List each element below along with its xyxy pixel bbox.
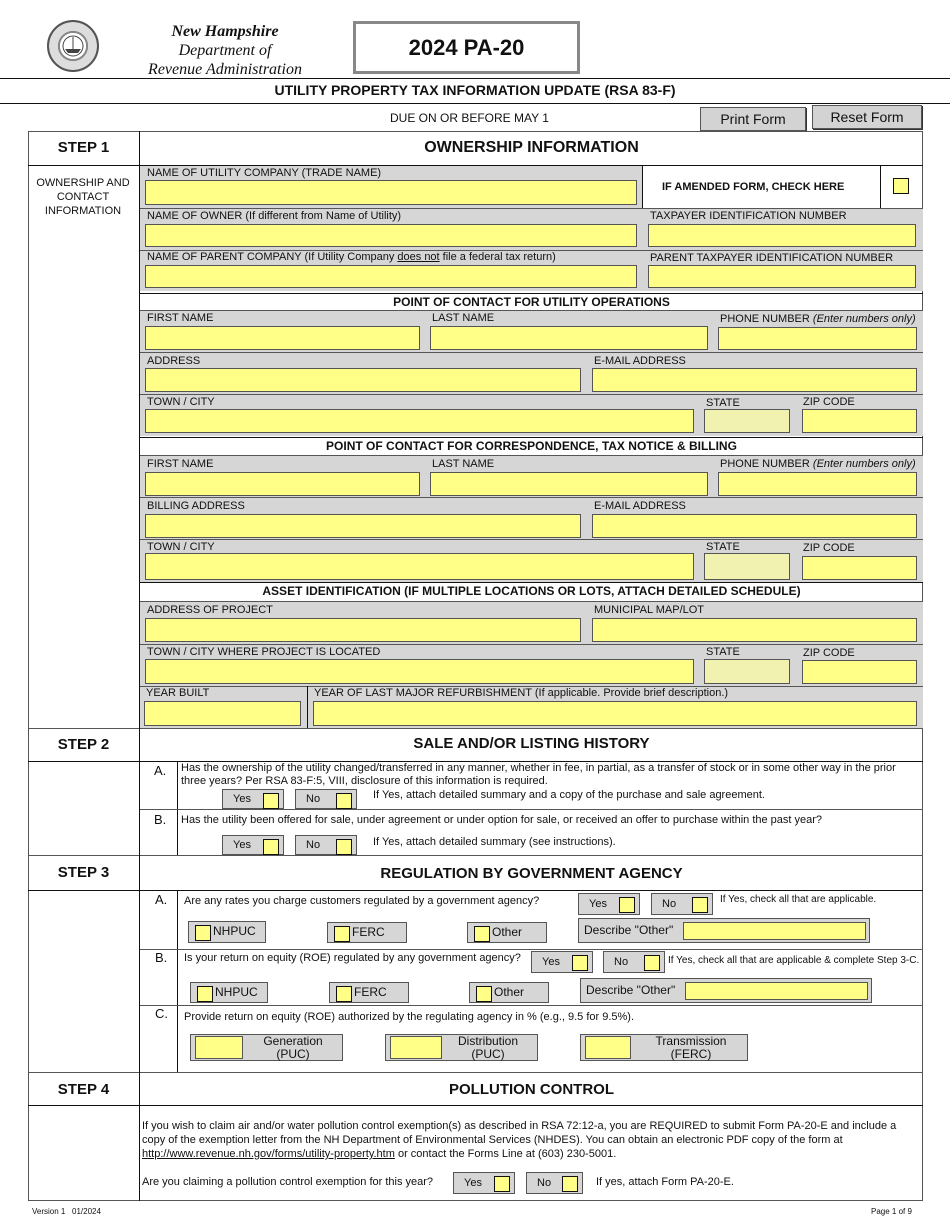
project-zip-input[interactable] — [802, 660, 917, 684]
ops-first-name-label: FIRST NAME — [147, 312, 214, 324]
step3-a-ferc-checkbox[interactable] — [334, 926, 350, 942]
ops-zip-label: ZIP CODE — [803, 396, 855, 408]
divider — [140, 809, 923, 810]
step4-yes-checkbox[interactable] — [494, 1176, 510, 1192]
amended-label: IF AMENDED FORM, CHECK HERE — [662, 181, 845, 193]
roe-transmission-input[interactable] — [585, 1036, 631, 1059]
roe-transmission — [580, 1034, 748, 1061]
corr-last-name-label: LAST NAME — [432, 458, 495, 470]
project-state-label: STATE — [706, 646, 740, 658]
year-refurb-input[interactable] — [313, 701, 917, 726]
ops-state-input[interactable] — [704, 409, 790, 433]
corr-state-label: STATE — [706, 541, 740, 553]
project-town-label: TOWN / CITY WHERE PROJECT IS LOCATED — [147, 646, 381, 658]
step2-b-no-checkbox[interactable] — [336, 839, 352, 855]
project-state-input[interactable] — [704, 659, 790, 684]
divider — [28, 890, 923, 891]
step4-no-checkbox[interactable] — [562, 1176, 578, 1192]
step4-yes[interactable] — [453, 1172, 515, 1194]
step2-a-letter: A. — [154, 763, 167, 778]
step3-a-other-checkbox[interactable] — [474, 926, 490, 942]
corr-town-input[interactable] — [145, 553, 694, 580]
step3-c-letter: C. — [155, 1006, 168, 1021]
step2-a-yes-checkbox[interactable] — [263, 793, 279, 809]
divider — [0, 78, 950, 79]
step3-b-other-checkbox[interactable] — [476, 986, 492, 1002]
step4-no-label: No — [537, 1177, 552, 1189]
roe-generation-label: Generation (PUC) — [263, 1034, 323, 1061]
step3-c-text: Provide return on equity (ROE) authorized by the regulating agency in % (e.g., 9.5 for 9.5%). — [184, 1011, 635, 1023]
ops-last-name-input[interactable] — [430, 326, 708, 350]
ops-first-name-input[interactable] — [145, 326, 420, 350]
step2-a-no[interactable] — [295, 789, 357, 809]
step3-b-nhpuc[interactable] — [190, 982, 268, 1003]
corr-billing-address-input[interactable] — [145, 514, 581, 538]
step4-label: STEP 4 — [57, 1081, 110, 1098]
step3-a-ferc[interactable] — [327, 922, 407, 943]
ops-last-name-label: LAST NAME — [432, 312, 495, 324]
corr-first-name-label: FIRST NAME — [147, 458, 214, 470]
corr-phone-label: PHONE NUMBER (Enter numbers only) — [720, 458, 916, 470]
step2-b-yes-checkbox[interactable] — [263, 839, 279, 855]
divider — [307, 686, 308, 728]
step3-a-note: If Yes, check all that are applicable. — [720, 894, 877, 905]
step3-b-describe-input[interactable] — [685, 982, 868, 1000]
step3-b-no[interactable] — [603, 951, 665, 973]
ops-town-input[interactable] — [145, 409, 694, 433]
step2-b-no[interactable] — [295, 835, 357, 855]
step3-b-no-checkbox[interactable] — [644, 955, 660, 971]
corr-town-label: TOWN / CITY — [147, 541, 215, 553]
tin-input[interactable] — [648, 224, 916, 247]
step3-a-describe-input[interactable] — [683, 922, 866, 940]
parent-tin-label: PARENT TAXPAYER IDENTIFICATION NUMBER — [650, 252, 894, 264]
step3-b-describe — [580, 978, 872, 1003]
project-town-input[interactable] — [145, 659, 694, 684]
step3-a-nhpuc[interactable] — [188, 921, 266, 943]
step3-b-text: Is your return on equity (ROE) regulated by any government agency? — [184, 952, 521, 964]
corr-first-name-input[interactable] — [145, 472, 420, 496]
step2-b-note: If Yes, attach detailed summary (see instructions). — [373, 836, 616, 848]
step2-b-yes-label: Yes — [233, 839, 251, 851]
step3-b-yes-checkbox[interactable] — [572, 955, 588, 971]
ops-email-label: E-MAIL ADDRESS — [594, 355, 686, 367]
step3-b-ferc[interactable] — [329, 982, 409, 1003]
step3-a-text: Are any rates you charge customers regulated by a government agency? — [184, 895, 540, 907]
version: Version 1 01/2024 — [32, 1207, 101, 1216]
corr-zip-label: ZIP CODE — [803, 542, 855, 554]
step3-a-nhpuc-checkbox[interactable] — [195, 925, 211, 941]
divider — [0, 103, 950, 104]
page-number: Page 1 of 9 — [871, 1207, 912, 1216]
step3-a-describe — [578, 918, 870, 943]
step4-title: POLLUTION CONTROL — [449, 1081, 614, 1098]
step2-a-no-checkbox[interactable] — [336, 793, 352, 809]
dept-line-1: Department of — [178, 42, 272, 59]
parent-tin-input[interactable] — [648, 265, 916, 288]
project-zip-label: ZIP CODE — [803, 647, 855, 659]
ops-state-label: STATE — [706, 397, 740, 409]
year-built-label: YEAR BUILT — [146, 687, 210, 699]
step3-a-other[interactable] — [467, 922, 547, 943]
step2-a-yes-label: Yes — [233, 793, 251, 805]
step3-b-ferc-checkbox[interactable] — [336, 986, 352, 1002]
step2-b-letter: B. — [154, 812, 167, 827]
step3-a-no-label: No — [662, 898, 677, 910]
parent-name-label: NAME OF PARENT COMPANY (If Utility Company does not file a federal tax return) — [147, 251, 556, 263]
map-lot-input[interactable] — [592, 618, 917, 642]
dept-line-2: Revenue Administration — [148, 61, 302, 78]
step3-a-letter: A. — [155, 892, 168, 907]
divider — [28, 1105, 923, 1106]
step2-title: SALE AND/OR LISTING HISTORY — [413, 735, 650, 752]
step3-a-no-checkbox[interactable] — [692, 897, 708, 913]
corr-email-input[interactable] — [592, 514, 917, 538]
corr-billing-address-label: BILLING ADDRESS — [147, 500, 245, 512]
step3-b-other[interactable] — [469, 982, 549, 1003]
step4-question: Are you claiming a pollution control exemption for this year? — [142, 1176, 434, 1188]
step4-yes-label: Yes — [464, 1177, 482, 1189]
divider — [140, 1005, 923, 1006]
forms-link[interactable]: http://www.revenue.nh.gov/forms/utility-property.htm — [142, 1148, 395, 1160]
step2-a-text: Has the ownership of the utility changed/transferred in any manner, whether in fee, in partial, as a transfer of stock or in some other way in the prior three years? Per RSA 83-F:5, VIII, disclosure of this information is required. — [181, 762, 896, 787]
form-id: 2024 PA-20 — [353, 21, 580, 74]
step3-a-ferc-label: FERC — [352, 925, 385, 939]
project-address-input[interactable] — [145, 618, 581, 642]
step3-a-yes-label: Yes — [589, 898, 607, 910]
step2-a-no-label: No — [306, 793, 321, 805]
ops-address-label: ADDRESS — [147, 355, 201, 367]
roe-distribution-input[interactable] — [390, 1036, 442, 1059]
owner-name-input[interactable] — [145, 224, 637, 247]
step3-b-nhpuc-checkbox[interactable] — [197, 986, 213, 1002]
step2-b-no-label: No — [306, 839, 321, 851]
step3-title: REGULATION BY GOVERNMENT AGENCY — [380, 865, 683, 882]
utility-name-label: NAME OF UTILITY COMPANY (TRADE NAME) — [147, 167, 382, 179]
year-refurb-label: YEAR OF LAST MAJOR REFURBISHMENT (If applicable. Provide brief description.) — [314, 687, 729, 699]
ops-town-label: TOWN / CITY — [147, 396, 215, 408]
project-address-label: ADDRESS OF PROJECT — [147, 604, 273, 616]
asset-title: ASSET IDENTIFICATION (IF MULTIPLE LOCATIONS OR LOTS, ATTACH DETAILED SCHEDULE) — [140, 582, 923, 598]
due-date: DUE ON OR BEFORE MAY 1 — [390, 111, 549, 125]
step3-b-yes-label: Yes — [542, 956, 560, 968]
step3-b-describe-label: Describe "Other" — [586, 983, 676, 997]
step3-b-no-label: No — [614, 956, 629, 968]
owner-name-label: NAME OF OWNER (If different from Name of Utility) — [147, 210, 402, 222]
step3-a-describe-label: Describe "Other" — [584, 923, 674, 937]
roe-distribution — [385, 1034, 538, 1061]
step2-label: STEP 2 — [57, 736, 110, 753]
step1-title: OWNERSHIP INFORMATION — [424, 139, 639, 156]
ops-email-input[interactable] — [592, 368, 917, 392]
ops-phone-label: PHONE NUMBER (Enter numbers only) — [720, 313, 916, 325]
state-name: New Hampshire — [171, 23, 279, 40]
step2-a-yes[interactable] — [222, 789, 284, 809]
step3-b-note: If Yes, check all that are applicable & complete Step 3-C. — [668, 955, 920, 966]
agency-name — [115, 22, 335, 79]
corr-last-name-input[interactable] — [430, 472, 708, 496]
step1-side-label: OWNERSHIP AND CONTACT INFORMATION — [36, 177, 130, 217]
ops-zip-input[interactable] — [802, 409, 917, 433]
roe-generation — [190, 1034, 343, 1061]
roe-distribution-label: Distribution (PUC) — [457, 1034, 519, 1061]
poc-ops-title: POINT OF CONTACT FOR UTILITY OPERATIONS — [140, 293, 923, 309]
step3-label: STEP 3 — [57, 864, 110, 881]
divider — [140, 949, 923, 950]
step1-label: STEP 1 — [57, 139, 110, 156]
step3-b-ferc-label: FERC — [354, 985, 387, 999]
reset-form-button[interactable]: Reset Form — [812, 105, 922, 129]
year-built-input[interactable] — [144, 701, 301, 726]
parent-name-input[interactable] — [145, 265, 637, 288]
step4-note: If yes, attach Form PA-20-E. — [596, 1176, 734, 1188]
utility-name-input[interactable] — [145, 180, 637, 205]
roe-generation-input[interactable] — [195, 1036, 243, 1059]
ops-address-input[interactable] — [145, 368, 581, 392]
ops-phone-input[interactable] — [718, 327, 917, 350]
step2-b-text: Has the utility been offered for sale, under agreement or under option for sale, or received an offer to purchase within the past year? — [181, 814, 823, 826]
step3-b-other-label: Other — [494, 985, 525, 999]
corr-state-input[interactable] — [704, 553, 790, 580]
tin-label: TAXPAYER IDENTIFICATION NUMBER — [650, 210, 847, 222]
roe-transmission-label: Transmission (FERC) — [655, 1034, 727, 1061]
step3-b-yes[interactable] — [531, 951, 593, 973]
step3-a-no[interactable] — [651, 893, 713, 915]
corr-email-label: E-MAIL ADDRESS — [594, 500, 686, 512]
form-title: UTILITY PROPERTY TAX INFORMATION UPDATE (RSA 83-F) — [274, 82, 676, 98]
amended-checkbox[interactable] — [893, 178, 909, 194]
step3-a-yes[interactable] — [578, 893, 640, 915]
nh-state-seal — [47, 20, 99, 72]
step3-a-nhpuc-label: NHPUC — [213, 924, 256, 938]
poc-corr-title: POINT OF CONTACT FOR CORRESPONDENCE, TAX NOTICE & BILLING — [140, 437, 923, 453]
corr-phone-input[interactable] — [718, 472, 917, 496]
print-form-button[interactable]: Print Form — [700, 107, 806, 131]
step4-paragraph: If you wish to claim air and/or water pollution control exemption(s) as described in RSA 72:12-a, you are REQUIRED to submit Form PA-20-E and include a copy of the exemption letter from the NH Department of Environmental Services (NHDES). You can obtain an electronic PDF copy of the form at http://www.revenue.nh.gov/forms/utility-property.htm or contact the Forms Line at (603) 230-5001. — [142, 1120, 897, 1160]
step3-a-yes-checkbox[interactable] — [619, 897, 635, 913]
corr-zip-input[interactable] — [802, 556, 917, 580]
step4-no[interactable] — [526, 1172, 583, 1194]
step2-b-yes[interactable] — [222, 835, 284, 855]
step2-a-note: If Yes, attach detailed summary and a copy of the purchase and sale agreement. — [373, 789, 765, 801]
step3-a-other-label: Other — [492, 925, 523, 939]
step3-b-letter: B. — [155, 950, 168, 965]
divider — [880, 166, 881, 208]
map-lot-label: MUNICIPAL MAP/LOT — [594, 604, 705, 616]
divider — [139, 855, 140, 1073]
divider — [177, 891, 178, 1073]
step3-b-nhpuc-label: NHPUC — [215, 985, 258, 999]
